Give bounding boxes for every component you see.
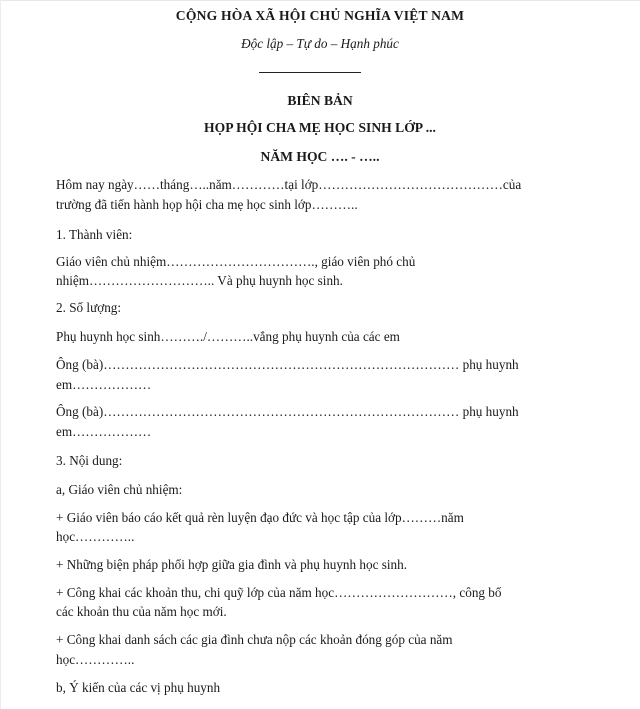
section-3-a-item-1-line-2: học………….. xyxy=(56,529,135,544)
section-3-a-item-1-line-1: + Giáo viên báo cáo kết quả rèn luyện đạo đức và học tập của lớp………năm xyxy=(56,510,464,525)
section-1-line-2: nhiệm……………………….. Và phụ huynh học sinh. xyxy=(56,273,343,288)
section-1-heading: 1. Thành viên: xyxy=(56,227,133,242)
section-2-ong1-line-a: Ông (bà)……………………………………………………………………… phụ huynh xyxy=(56,357,519,372)
section-3-a-item-3-line-1: + Công khai các khoản thu, chi quỹ lớp của năm học………………………, công bố xyxy=(56,585,502,600)
section-3-a-item-4-line-2: học………….. xyxy=(56,652,135,667)
section-3-a-item-3-line-2: các khoản thu của năm học mới. xyxy=(56,604,227,619)
section-3-a-heading: a, Giáo viên chủ nhiệm: xyxy=(56,482,183,497)
header-divider xyxy=(259,72,361,73)
section-2-line-1: Phụ huynh học sinh………./………..vắng phụ huynh của các em xyxy=(56,329,400,344)
section-3-b-heading: b, Ý kiến của các vị phụ huynh xyxy=(56,680,221,695)
section-3-heading: 3. Nội dung: xyxy=(56,453,123,468)
section-2-ong2-line-b: em……………… xyxy=(56,424,152,439)
section-2-ong2-line-a: Ông (bà)……………………………………………………………………… phụ huynh xyxy=(56,404,519,419)
doc-title-2: HỌP HỘI CHA MẸ HỌC SINH LỚP ... xyxy=(204,120,436,135)
doc-title-1: BIÊN BẢN xyxy=(287,93,353,108)
doc-title-3: NĂM HỌC …. - ….. xyxy=(260,149,380,164)
page-border-top xyxy=(0,0,640,1)
national-motto: Độc lập – Tự do – Hạnh phúc xyxy=(241,36,399,51)
section-2-ong1-line-b: em……………… xyxy=(56,377,152,392)
section-1-line-1: Giáo viên chủ nhiệm……………………………., giáo viên phó chủ xyxy=(56,254,416,269)
section-3-a-item-2: + Những biện pháp phối hợp giữa gia đình và phụ huynh học sinh. xyxy=(56,557,408,572)
section-3-a-item-4-line-1: + Công khai danh sách các gia đình chưa nộp các khoản đóng góp của năm xyxy=(56,632,453,647)
intro-line-1: Hôm nay ngày……tháng…..năm…………tại lớp……………………………………của xyxy=(56,177,522,192)
national-title: CỘNG HÒA XÃ HỘI CHỦ NGHĨA VIỆT NAM xyxy=(175,8,465,23)
section-2-heading: 2. Số lượng: xyxy=(56,300,122,315)
intro-line-2: trường đã tiến hành họp hội cha mẹ học sinh lớp……….. xyxy=(56,197,358,212)
